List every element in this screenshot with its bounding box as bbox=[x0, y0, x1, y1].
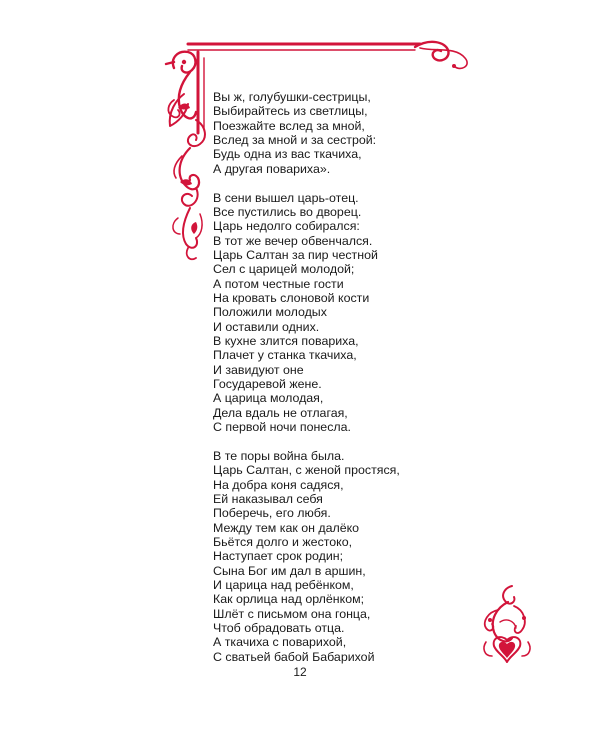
poem-line: Между тем как он далёко bbox=[213, 520, 360, 535]
poem-line: Будь одна из вас ткачиха, bbox=[213, 147, 362, 162]
poem-line: Вслед за мной и за сестрой: bbox=[213, 133, 377, 148]
poem-line: Сел с царицей молодой; bbox=[213, 262, 355, 277]
stanza bbox=[213, 90, 400, 176]
poem-line: И оставили одних. bbox=[213, 319, 320, 334]
poem-line: Поберечь, его любя. bbox=[213, 506, 331, 521]
poem-line: В кухне злится повариха, bbox=[213, 334, 359, 348]
page-number: 12 bbox=[293, 665, 307, 679]
poem-line: А потом честные гости bbox=[213, 276, 344, 291]
poem-line: Царь Салтан за пир честной bbox=[213, 247, 378, 262]
poem-line: Дела вдаль не отлагая, bbox=[213, 405, 348, 420]
stanza bbox=[213, 191, 400, 435]
poem-line: А другая повариха». bbox=[213, 161, 331, 176]
poem-line: Плачет у станка ткачиха, bbox=[213, 348, 357, 363]
poem-line: С первой ночи понесла. bbox=[213, 420, 351, 435]
poem-line: На добра коня садяся, bbox=[213, 477, 344, 492]
poem-line: Царь недолго собирался: bbox=[213, 219, 360, 234]
poem-line: А ткачиха с поварихой, bbox=[213, 635, 347, 650]
poem-line: Вы ж, голубушки-сестрицы, bbox=[213, 90, 371, 104]
poem-line: Бьётся долго и жестоко, bbox=[213, 534, 353, 549]
poem-line: И царица над ребёнком, bbox=[213, 578, 354, 592]
poem-line: В те поры война была. bbox=[213, 448, 345, 463]
poem-line: На кровать слоновой кости bbox=[213, 290, 370, 305]
stanza bbox=[213, 449, 400, 664]
poem-line: Шлёт с письмом она гонца, bbox=[213, 606, 371, 621]
poem-line: А царица молодая, bbox=[213, 391, 324, 406]
poem-line: Как орлица над орлёнком; bbox=[213, 592, 365, 607]
poem-line: Сына Бог им дал в аршин, bbox=[213, 563, 366, 578]
heart-flourish-ornament-icon bbox=[478, 582, 536, 666]
poem-line: В сени вышел царь-отец. bbox=[213, 190, 359, 205]
poem-line: Государевой жене. bbox=[213, 377, 322, 392]
poem-line: Чтоб обрадовать отца. bbox=[213, 621, 345, 636]
poem-line: Положили молодых bbox=[213, 305, 327, 320]
poem-text bbox=[213, 90, 400, 664]
poem-line: Ей наказывал себя bbox=[213, 491, 323, 506]
poem-line: Царь Салтан, с женой простяся, bbox=[213, 463, 400, 478]
poem-line: Наступает срок родин; bbox=[213, 549, 344, 564]
poem-line: В тот же вечер обвенчался. bbox=[213, 233, 373, 248]
poem-line: С сватьей бабой Бабарихой bbox=[213, 649, 375, 664]
poem-line: И завидуют оне bbox=[213, 362, 304, 377]
poem-line: Поезжайте вслед за мной, bbox=[213, 118, 365, 133]
poem-line: Выбирайтесь из светлицы, bbox=[213, 104, 368, 119]
poem-line: Все пустились во дворец. bbox=[213, 204, 362, 219]
